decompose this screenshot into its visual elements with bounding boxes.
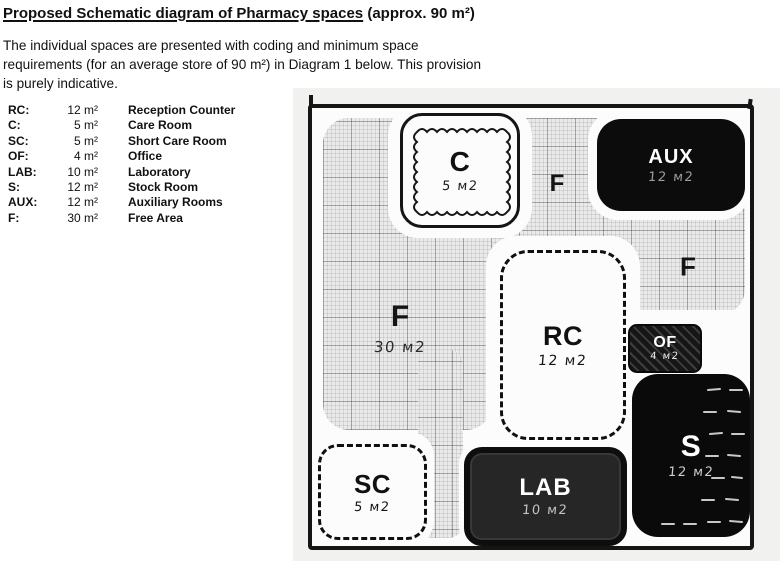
room-auxiliary-code: AUX: [648, 145, 694, 168]
legend-area: 4 m²: [74, 149, 98, 164]
room-auxiliary: [597, 119, 745, 211]
room-laboratory-size: 10 м2: [521, 503, 570, 518]
legend-row: [8, 149, 235, 164]
free-area-label-top: F: [549, 170, 565, 197]
legend-row: [8, 211, 235, 226]
page-title-suffix: (approx. 90 m²): [363, 5, 475, 22]
legend-name: Short Care Room: [128, 133, 227, 148]
legend-row: [8, 180, 235, 195]
legend-name: Free Area: [128, 210, 183, 225]
room-reception-size: 12 м2: [537, 352, 589, 369]
room-office-code: OF: [653, 334, 677, 351]
legend-name: Laboratory: [128, 164, 191, 179]
free-area-size: 30 м2: [373, 338, 427, 356]
room-auxiliary-size: 12 м2: [647, 169, 695, 185]
room-care-code: C: [449, 146, 471, 177]
legend-name: Auxiliary Rooms: [128, 195, 223, 210]
legend-name: Stock Room: [128, 180, 199, 195]
legend-code: SC:: [8, 133, 29, 148]
room-short-care: [318, 444, 427, 540]
room-laboratory-code: LAB: [519, 474, 572, 501]
free-area-label-right: F: [680, 251, 696, 282]
legend-row: [8, 134, 235, 149]
legend-code: OF:: [8, 149, 29, 164]
legend-name: Care Room: [128, 118, 193, 133]
room-stock-code: S: [680, 430, 702, 463]
room-laboratory: [464, 447, 627, 546]
wavy-border-decoration: [405, 118, 515, 223]
room-office: [628, 324, 702, 373]
page-title: [3, 5, 475, 22]
legend-code: LAB:: [8, 164, 37, 179]
page-title-underlined: Proposed Schematic diagram of Pharmacy spaces: [3, 5, 364, 22]
legend-area: 12 m²: [67, 103, 98, 117]
legend-area: 30 m²: [67, 210, 98, 225]
legend-row: [8, 118, 235, 133]
pharmacy-floorplan-diagram: [293, 88, 780, 561]
room-reception-code: RC: [543, 320, 583, 351]
legend-code: S:: [8, 180, 20, 195]
legend-row: [8, 195, 235, 210]
room-office-size: 4 м2: [649, 351, 681, 362]
legend-code: F:: [8, 210, 20, 225]
room-stock: [632, 374, 750, 537]
legend-code: AUX:: [8, 195, 38, 210]
legend-area: 12 m²: [67, 195, 98, 210]
room-care: [400, 113, 520, 228]
free-area-code: F: [390, 300, 410, 333]
legend-area: 5 m²: [74, 118, 98, 133]
room-short-care-code: SC: [353, 468, 392, 499]
legend-row: [8, 165, 235, 180]
legend-table: [8, 103, 235, 226]
room-stock-size: 12 м2: [667, 465, 715, 480]
legend-code: C:: [8, 118, 21, 133]
intro-paragraph: The individual spaces are presented with coding and minimum space requirements (for an average store of 90 m²) in Diagram 1 below. This provision is purely indicative.: [3, 38, 482, 91]
legend-area: 5 m²: [74, 133, 98, 148]
legend-name: Reception Counter: [128, 103, 236, 117]
legend-area: 10 m²: [67, 164, 98, 179]
room-reception-counter: [500, 250, 626, 440]
legend-row: [8, 103, 235, 118]
legend-code: RC:: [8, 103, 30, 117]
room-care-size: 5 м2: [441, 179, 479, 194]
room-short-care-size: 5 м2: [353, 499, 392, 515]
legend-area: 12 m²: [67, 180, 98, 195]
free-area-label-main: [374, 302, 426, 356]
legend-name: Office: [128, 149, 163, 164]
shelf-dashes-decoration: [632, 374, 750, 537]
